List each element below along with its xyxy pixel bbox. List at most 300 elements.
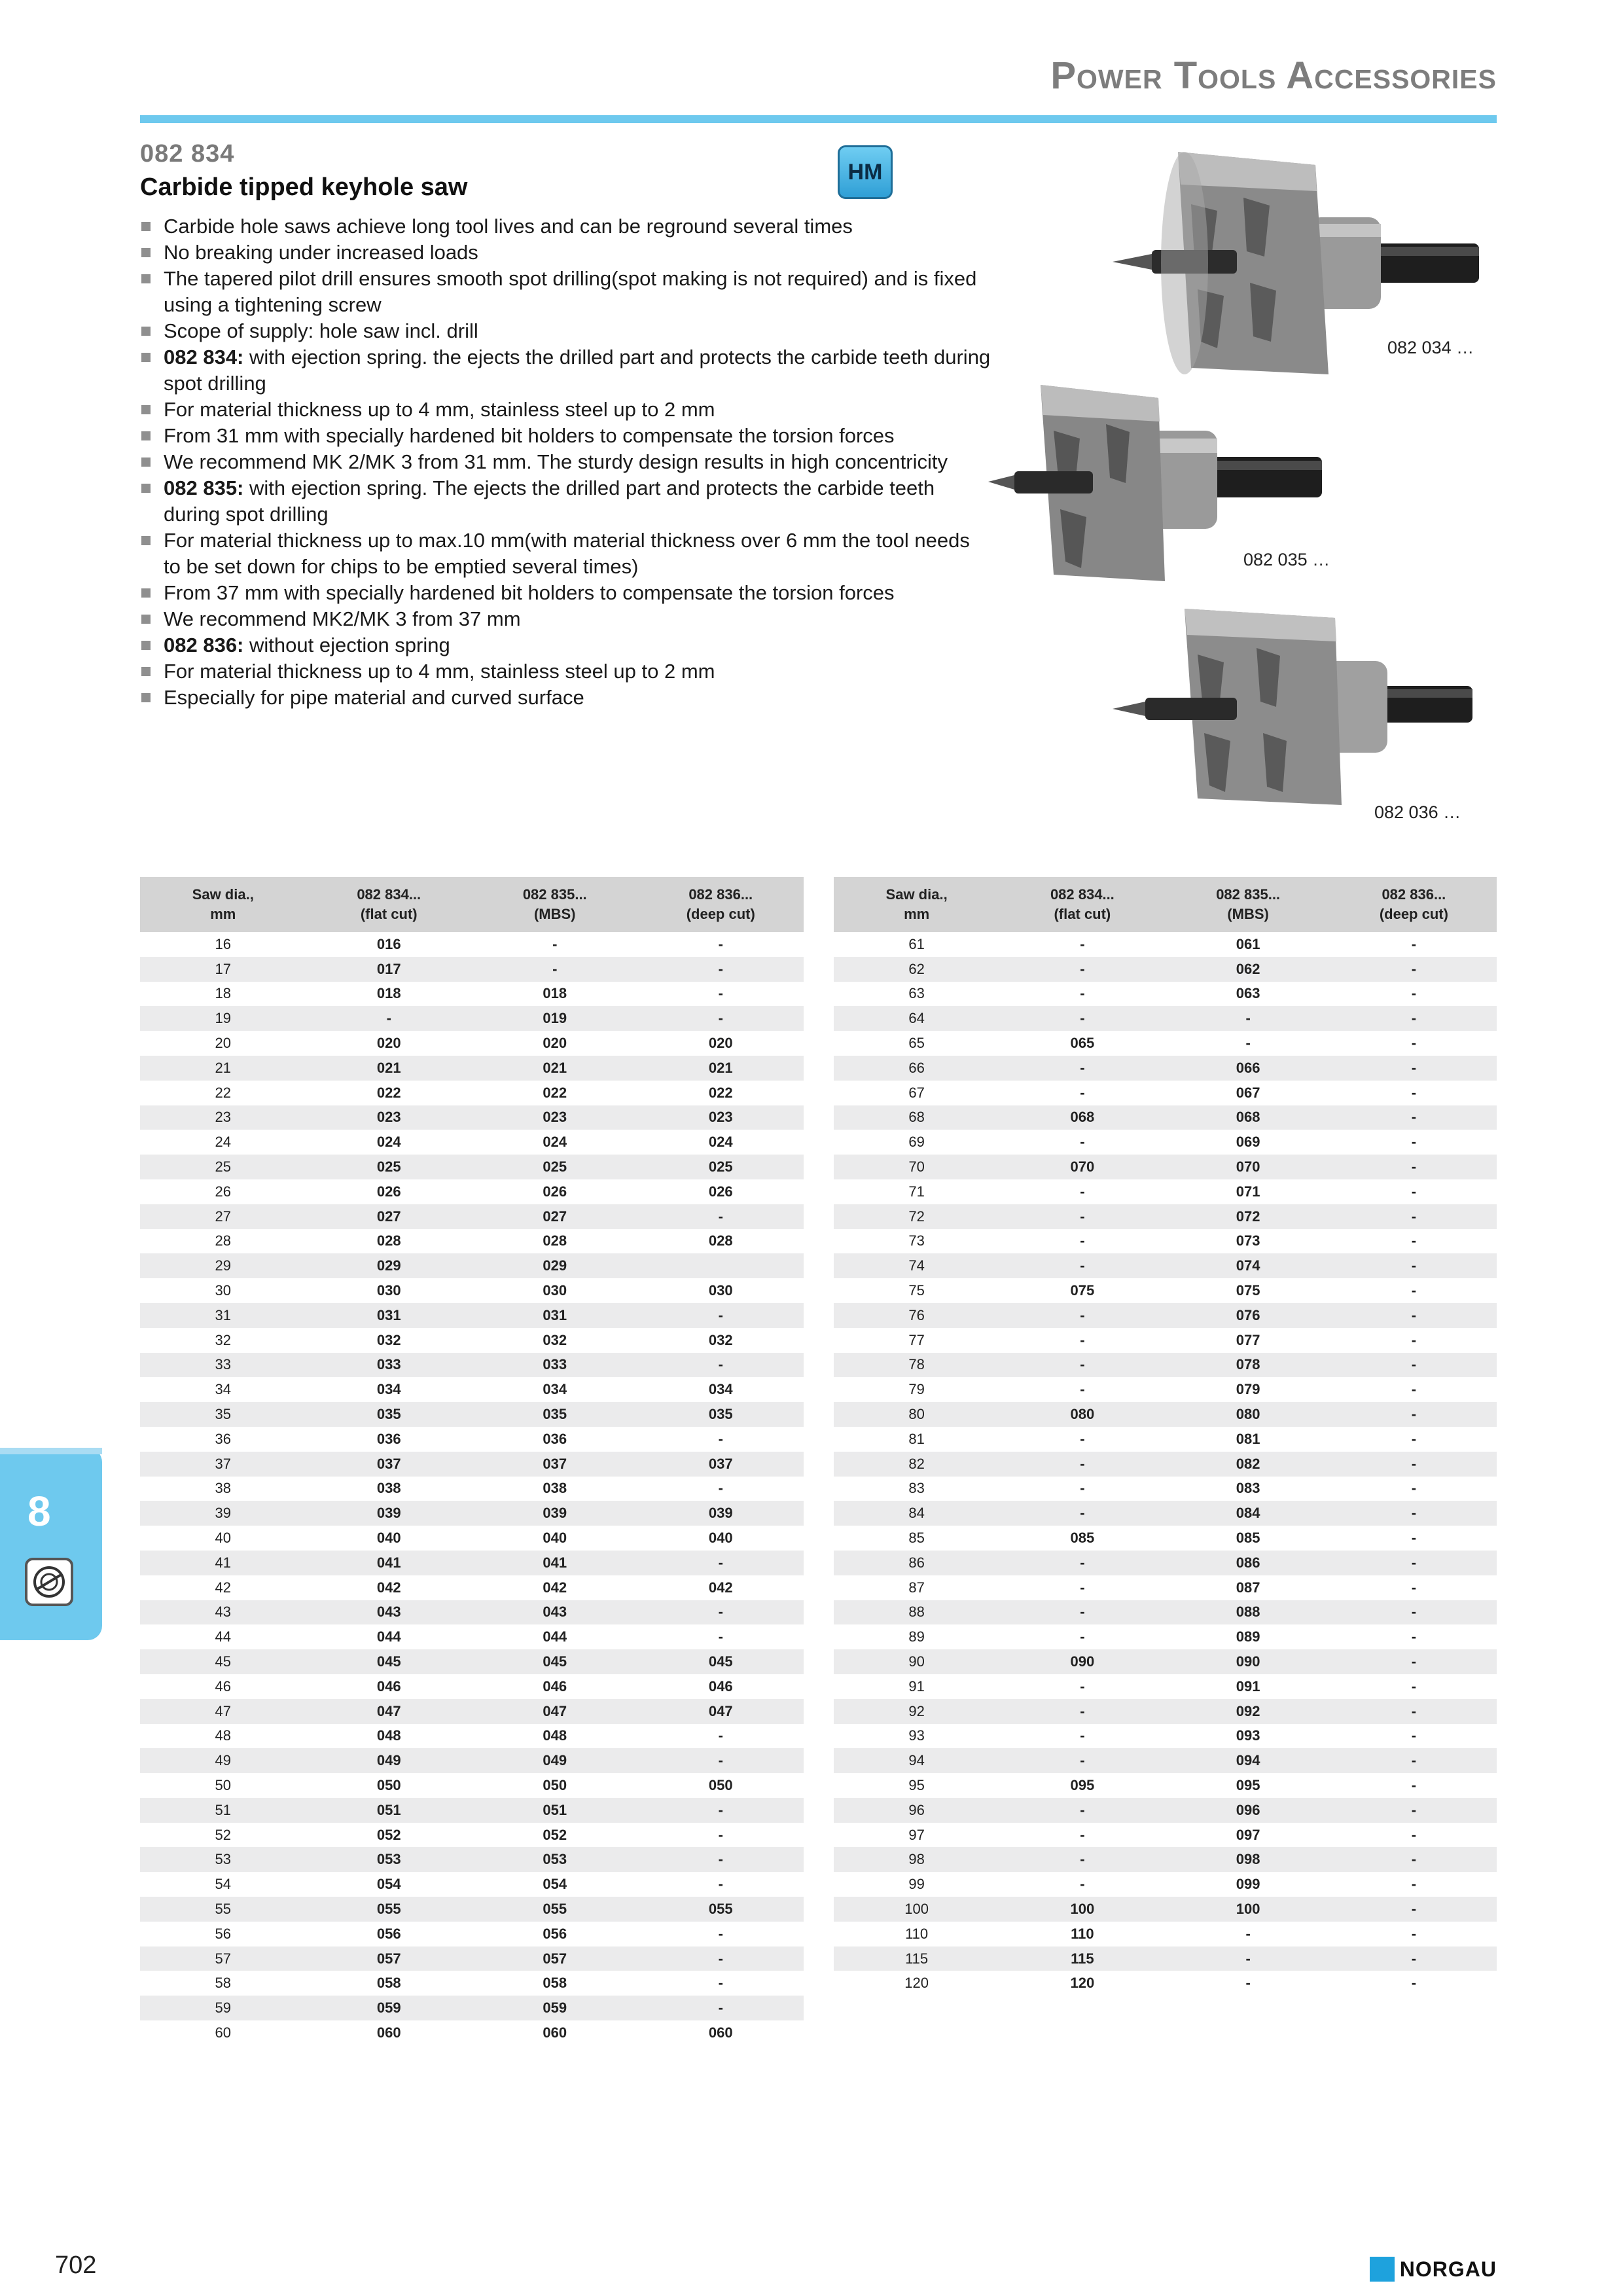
chapter-tab[interactable] <box>0 1448 102 1640</box>
saw-diameter-cell: 72 <box>834 1204 999 1229</box>
saw-diameter-cell: 52 <box>215 1826 231 1843</box>
saw-diameter-cell: 50 <box>215 1776 231 1793</box>
article-number-cell: 073 <box>1236 1232 1260 1249</box>
article-number-cell: - <box>1080 1084 1085 1101</box>
table-row <box>140 1130 804 1155</box>
table-row <box>834 1971 1497 1996</box>
table-header-row <box>140 877 804 932</box>
table-row <box>834 1155 1497 1179</box>
article-number-cell: - <box>718 935 723 952</box>
article-number-cell: 053 <box>472 1847 638 1872</box>
article-number-cell: 025 <box>472 1155 638 1179</box>
feature-list <box>140 213 991 711</box>
article-number-cell: 057 <box>306 1946 473 1971</box>
article-number-cell: 055 <box>472 1897 638 1922</box>
saw-diameter-cell: 25 <box>140 1155 306 1179</box>
article-number-cell: 055 <box>306 1897 473 1922</box>
article-number-cell: 021 <box>306 1056 473 1081</box>
table-row <box>140 1105 804 1130</box>
article-number-cell: 032 <box>543 1331 567 1348</box>
saw-diameter-cell: 22 <box>215 1084 231 1101</box>
feature-code: 082 836: <box>164 634 244 656</box>
table-row <box>834 1303 1497 1328</box>
article-number-cell: - <box>1331 1006 1497 1031</box>
saw-diameter-cell: 36 <box>215 1430 231 1447</box>
article-number-cell: - <box>638 1946 804 1971</box>
article-number-cell: - <box>999 1353 1165 1378</box>
table-row <box>834 1724 1497 1749</box>
feature-item <box>140 344 991 397</box>
bullet-icon <box>141 327 151 336</box>
saw-diameter-cell: 37 <box>140 1452 306 1477</box>
table-row <box>834 1229 1497 1254</box>
saw-diameter-cell: 88 <box>834 1600 999 1625</box>
article-number-cell: 091 <box>1236 1677 1260 1695</box>
table-row <box>834 1081 1497 1105</box>
saw-diameter-cell: 98 <box>834 1847 999 1872</box>
article-number-cell: 074 <box>1166 1253 1331 1278</box>
article-number-cell: - <box>718 1430 723 1447</box>
article-number-cell: 022 <box>708 1084 733 1101</box>
article-number-cell: 041 <box>472 1551 638 1575</box>
table-row <box>834 1452 1497 1477</box>
table-row <box>834 1179 1497 1204</box>
article-number-cell: - <box>306 1006 473 1031</box>
article-number-cell: 047 <box>638 1699 804 1724</box>
article-number-cell: - <box>999 1847 1165 1872</box>
article-number-cell: - <box>1331 1847 1497 1872</box>
table-row <box>140 1056 804 1081</box>
article-number-cell: - <box>1411 1381 1417 1398</box>
table-row <box>834 1897 1497 1922</box>
table-row <box>834 1353 1497 1378</box>
article-number-cell: 027 <box>472 1204 638 1229</box>
bullet-icon <box>141 457 151 467</box>
article-number-cell: 031 <box>306 1303 473 1328</box>
article-number-cell: 041 <box>306 1551 473 1575</box>
saw-diameter-cell: 32 <box>215 1331 231 1348</box>
article-number-cell: - <box>1080 1480 1085 1497</box>
article-number-cell: 025 <box>638 1155 804 1179</box>
article-number-cell: - <box>1331 1402 1497 1427</box>
article-number-cell: - <box>552 935 558 952</box>
saw-diameter-cell: 68 <box>834 1105 999 1130</box>
article-number-cell: - <box>1411 1628 1417 1645</box>
article-number-cell: 045 <box>638 1649 804 1674</box>
article-number-cell: 055 <box>638 1897 804 1922</box>
article-number-cell: 062 <box>1166 957 1331 982</box>
article-number-cell: 042 <box>708 1579 733 1596</box>
table-row <box>140 1402 804 1427</box>
saw-diameter-cell: 29 <box>140 1253 306 1278</box>
article-number-cell: 078 <box>1166 1353 1331 1378</box>
article-number-cell: 047 <box>306 1699 473 1724</box>
saw-diameter-cell: 47 <box>140 1699 306 1724</box>
table-row <box>834 1402 1497 1427</box>
article-number-cell: 039 <box>638 1501 804 1526</box>
table-row <box>834 982 1497 1007</box>
feature-text: We recommend MK 2/MK 3 from 31 mm. The sturdy design results in high concentricity <box>164 450 948 473</box>
bullet-icon <box>141 248 151 257</box>
article-number-cell: 054 <box>376 1876 401 1893</box>
article-number-cell: 080 <box>999 1402 1165 1427</box>
feature-text: No breaking under increased loads <box>164 241 478 264</box>
feature-item <box>140 658 991 685</box>
table-body-right <box>834 932 1497 1996</box>
article-number-cell: - <box>718 1876 723 1893</box>
saw-diameter-cell: 35 <box>140 1402 306 1427</box>
table-row <box>834 1278 1497 1303</box>
article-number-cell: 030 <box>708 1282 733 1299</box>
article-number-cell: 036 <box>543 1430 567 1447</box>
article-number-cell: - <box>718 1727 723 1744</box>
article-number-cell: 024 <box>543 1134 567 1151</box>
table-row <box>140 1377 804 1402</box>
article-number-cell: 057 <box>472 1946 638 1971</box>
saw-diameter-cell: 69 <box>908 1134 925 1151</box>
table-row <box>140 1922 804 1946</box>
saw-diameter-cell: 17 <box>140 957 306 982</box>
article-number-cell: 067 <box>1236 1084 1260 1101</box>
article-number-cell: - <box>999 1006 1165 1031</box>
saw-diameter-cell: 16 <box>215 935 231 952</box>
table-row <box>140 1971 804 1996</box>
table-row <box>140 1946 804 1971</box>
saw-diameter-cell: 71 <box>908 1183 925 1200</box>
feature-text: From 37 mm with specially hardened bit holders to compensate the torsion forces <box>164 581 895 604</box>
article-number-cell: - <box>999 1600 1165 1625</box>
article-number-cell: 081 <box>1236 1430 1260 1447</box>
table-row <box>140 1278 804 1303</box>
article-number-cell: - <box>1411 1480 1417 1497</box>
table-row <box>140 1427 804 1452</box>
article-number-cell: - <box>472 957 638 982</box>
article-number-cell: 094 <box>1166 1748 1331 1773</box>
article-number-cell: - <box>638 1303 804 1328</box>
table-row <box>140 2020 804 2045</box>
article-number-cell: 092 <box>1166 1699 1331 1724</box>
article-number-cell: 037 <box>306 1452 473 1477</box>
table-row <box>140 932 804 957</box>
article-number-cell: 046 <box>543 1677 567 1695</box>
image-caption-082-035: 082 035 … <box>1243 550 1330 569</box>
article-number-cell: 085 <box>1236 1530 1260 1547</box>
article-number-cell: - <box>1331 1748 1497 1773</box>
article-number-cell: 035 <box>472 1402 638 1427</box>
article-number-cell: 048 <box>543 1727 567 1744</box>
feature-text: Especially for pipe material and curved surface <box>164 686 584 709</box>
article-number-cell: - <box>638 1006 804 1031</box>
table-row <box>834 1624 1497 1649</box>
table-row <box>140 1204 804 1229</box>
table-row <box>834 1501 1497 1526</box>
article-number-cell: 026 <box>708 1183 733 1200</box>
saw-diameter-cell: 48 <box>215 1727 231 1744</box>
article-number-cell: 017 <box>306 957 473 982</box>
feature-text: with ejection spring. the ejects the drilled part and protects the carbide teeth during spot drilling <box>164 346 991 395</box>
article-number-cell: - <box>1411 1282 1417 1299</box>
article-number-cell: 028 <box>543 1232 567 1249</box>
article-number-cell: - <box>638 1600 804 1625</box>
table-row <box>140 1575 804 1600</box>
saw-diameter-cell: 78 <box>834 1353 999 1378</box>
article-number-cell: 032 <box>376 1331 401 1348</box>
saw-diameter-cell: 53 <box>140 1847 306 1872</box>
bullet-icon <box>141 536 151 545</box>
article-number-cell: 034 <box>543 1381 567 1398</box>
saw-diameter-cell: 61 <box>908 935 925 952</box>
article-number-cell: - <box>1080 1232 1085 1249</box>
article-number-cell: 050 <box>543 1776 567 1793</box>
article-number-cell: 083 <box>1236 1480 1260 1497</box>
article-number-cell: - <box>1411 1579 1417 1596</box>
saw-diameter-cell: 19 <box>140 1006 306 1031</box>
article-number-cell: - <box>1331 1056 1497 1081</box>
article-number-cell: 049 <box>306 1748 473 1773</box>
bullet-icon <box>141 484 151 493</box>
article-number-cell: 071 <box>1236 1183 1260 1200</box>
article-number-cell: 032 <box>708 1331 733 1348</box>
table-row <box>140 1353 804 1378</box>
article-number-cell: - <box>1331 1303 1497 1328</box>
table-row <box>140 1649 804 1674</box>
article-number-cell: - <box>1331 1699 1497 1724</box>
saw-diameter-cell: 40 <box>215 1530 231 1547</box>
saw-diameter-cell: 42 <box>215 1579 231 1596</box>
article-number-cell: 110 <box>1071 1925 1094 1942</box>
article-number-cell: 035 <box>306 1402 473 1427</box>
article-number-cell: 051 <box>472 1798 638 1823</box>
saw-diameter-cell: 90 <box>834 1649 999 1674</box>
article-number-cell: 088 <box>1166 1600 1331 1625</box>
saw-table-left <box>140 877 804 2045</box>
saw-diameter-cell: 59 <box>140 1996 306 2020</box>
article-number-cell: 090 <box>999 1649 1165 1674</box>
article-number-cell: - <box>1080 1430 1085 1447</box>
article-number-cell: - <box>999 1204 1165 1229</box>
article-number-cell: - <box>1080 1183 1085 1200</box>
saw-diameter-cell: 84 <box>834 1501 999 1526</box>
article-number-cell: - <box>1080 1381 1085 1398</box>
brand-square-icon <box>1370 2257 1395 2282</box>
article-number-cell: 039 <box>306 1501 473 1526</box>
article-number-cell: 058 <box>543 1975 567 1992</box>
table-row <box>834 1477 1497 1501</box>
article-number-cell: 084 <box>1166 1501 1331 1526</box>
article-number-cell: 079 <box>1236 1381 1260 1398</box>
article-number-cell: 040 <box>376 1530 401 1547</box>
article-number-cell: 075 <box>1070 1282 1095 1299</box>
saw-diameter-cell: 67 <box>908 1084 925 1101</box>
article-number-cell: 043 <box>306 1600 473 1625</box>
saw-diameter-cell: 110 <box>905 1925 929 1942</box>
table-row <box>140 982 804 1007</box>
article-number-cell: 040 <box>543 1530 567 1547</box>
saw-diameter-cell: 66 <box>834 1056 999 1081</box>
article-number-cell: 045 <box>306 1649 473 1674</box>
article-number-cell: 120 <box>1070 1975 1095 1992</box>
header-082-834: 082 834... (flat cut) <box>999 877 1165 932</box>
article-number-cell: - <box>718 1480 723 1497</box>
feature-text: For material thickness up to 4 mm, stainless steel up to 2 mm <box>164 660 715 683</box>
table-row <box>140 1674 804 1699</box>
article-number-cell: - <box>1331 1600 1497 1625</box>
saw-diameter-cell: 20 <box>215 1035 231 1052</box>
feature-item <box>140 266 991 318</box>
article-number-cell: - <box>999 1452 1165 1477</box>
article-number-cell: 024 <box>708 1134 733 1151</box>
article-number-cell: 089 <box>1236 1628 1260 1645</box>
saw-diameter-cell: 79 <box>908 1381 925 1398</box>
table-body-left <box>140 932 804 2045</box>
table-row <box>140 1179 804 1204</box>
table-row <box>834 1551 1497 1575</box>
article-number-cell: - <box>1245 1035 1251 1052</box>
article-number-cell: 063 <box>1236 985 1260 1002</box>
feature-item <box>140 580 991 606</box>
article-number-cell: 059 <box>472 1996 638 2020</box>
saw-diameter-cell: 26 <box>215 1183 231 1200</box>
article-number-cell: 086 <box>1166 1551 1331 1575</box>
article-number-cell: 054 <box>543 1876 567 1893</box>
saw-diameter-cell: 86 <box>834 1551 999 1575</box>
article-number-cell: 042 <box>376 1579 401 1596</box>
table-row <box>140 1699 804 1724</box>
article-number-cell: - <box>718 1826 723 1843</box>
saw-diameter-cell: 95 <box>908 1776 925 1793</box>
table-row <box>834 1006 1497 1031</box>
article-number-cell: 090 <box>1166 1649 1331 1674</box>
article-number-cell: 031 <box>472 1303 638 1328</box>
saw-diameter-cell: 83 <box>908 1480 925 1497</box>
article-number-cell: 026 <box>376 1183 401 1200</box>
feature-text: For material thickness up to 4 mm, stainless steel up to 2 mm <box>164 398 715 421</box>
article-number-cell: - <box>718 985 723 1002</box>
table-row <box>834 1130 1497 1155</box>
table-row <box>140 1624 804 1649</box>
article-number-cell: - <box>1411 1331 1417 1348</box>
table-row <box>834 1823 1497 1848</box>
header-082-834: 082 834... (flat cut) <box>306 877 473 932</box>
article-number-cell: - <box>1245 1925 1251 1942</box>
article-number-cell: 056 <box>543 1925 567 1942</box>
saw-diameter-cell: 24 <box>215 1134 231 1151</box>
article-number-cell: - <box>1080 1579 1085 1596</box>
feature-text: From 31 mm with specially hardened bit holders to compensate the torsion forces <box>164 424 895 447</box>
article-number-cell: - <box>1080 985 1085 1002</box>
article-number-cell: - <box>1331 1897 1497 1922</box>
article-number-cell: - <box>1166 1946 1331 1971</box>
article-number-cell: - <box>718 1628 723 1645</box>
table-row <box>834 1427 1497 1452</box>
article-number-cell: 019 <box>472 1006 638 1031</box>
saw-diameter-cell: 60 <box>215 2024 231 2041</box>
table-row <box>834 1575 1497 1600</box>
article-number-cell: 093 <box>1236 1727 1260 1744</box>
feature-text: The tapered pilot drill ensures smooth spot drilling(spot making is not required) and is fixed using a tightening screw <box>164 267 977 316</box>
article-number-cell: 022 <box>543 1084 567 1101</box>
saw-diameter-cell: 85 <box>908 1530 925 1547</box>
article-number-cell: 075 <box>1236 1282 1260 1299</box>
feature-item <box>140 475 991 528</box>
saw-diameter-cell: 97 <box>908 1826 925 1843</box>
article-number-cell: 030 <box>376 1282 401 1299</box>
article-number-cell: - <box>1411 1183 1417 1200</box>
article-number-cell: - <box>1331 1501 1497 1526</box>
article-number-cell: - <box>1331 1105 1497 1130</box>
article-number-cell: 034 <box>376 1381 401 1398</box>
table-row <box>140 1452 804 1477</box>
table-row <box>140 1897 804 1922</box>
article-number-cell: 016 <box>376 935 401 952</box>
article-number-cell: 033 <box>472 1353 638 1378</box>
table-row <box>834 1699 1497 1724</box>
table-row <box>140 1996 804 2020</box>
saw-diameter-cell: 80 <box>834 1402 999 1427</box>
article-number-cell: 036 <box>376 1430 401 1447</box>
article-number-cell: 023 <box>306 1105 473 1130</box>
saw-diameter-cell: 38 <box>215 1480 231 1497</box>
saw-diameter-cell: 94 <box>834 1748 999 1773</box>
table-row <box>834 1649 1497 1674</box>
article-number-cell: 048 <box>376 1727 401 1744</box>
table-row <box>140 1006 804 1031</box>
saw-diameter-cell: 96 <box>834 1798 999 1823</box>
article-number-cell: - <box>1411 1975 1417 1992</box>
article-number-cell: 068 <box>1166 1105 1331 1130</box>
article-number-cell: - <box>1411 1876 1417 1893</box>
saw-diameter-cell: 58 <box>215 1975 231 1992</box>
image-caption-082-034: 082 034 … <box>1387 338 1474 357</box>
article-number-cell: 023 <box>472 1105 638 1130</box>
article-number-cell: 100 <box>1166 1897 1331 1922</box>
article-number-cell: 049 <box>472 1748 638 1773</box>
table-row <box>834 1600 1497 1625</box>
bullet-icon <box>141 588 151 598</box>
article-number-cell: 038 <box>543 1480 567 1497</box>
article-number-cell: 028 <box>708 1232 733 1249</box>
saw-diameter-cell: 77 <box>908 1331 925 1348</box>
article-number-cell: 024 <box>376 1134 401 1151</box>
article-number-cell: 096 <box>1166 1798 1331 1823</box>
table-row <box>834 1526 1497 1551</box>
article-number-cell: 056 <box>376 1925 401 1942</box>
table-row <box>140 1303 804 1328</box>
header-082-835: 082 835... (MBS) <box>472 877 638 932</box>
article-number-cell: 038 <box>376 1480 401 1497</box>
article-number-cell: 061 <box>1236 935 1260 952</box>
saw-diameter-cell: 82 <box>834 1452 999 1477</box>
article-number-cell: - <box>1080 935 1085 952</box>
article-number-cell: 070 <box>1166 1155 1331 1179</box>
table-row <box>140 1798 804 1823</box>
article-number-cell: 023 <box>638 1105 804 1130</box>
article-number-cell: - <box>999 1748 1165 1773</box>
table-row <box>834 1253 1497 1278</box>
feature-item <box>140 423 991 449</box>
article-number-cell: 029 <box>472 1253 638 1278</box>
feature-item <box>140 397 991 423</box>
article-number-cell: 034 <box>708 1381 733 1398</box>
saw-diameter-cell: 93 <box>908 1727 925 1744</box>
table-row <box>140 1229 804 1254</box>
article-number-cell: - <box>1411 1134 1417 1151</box>
article-number-cell: - <box>1080 1727 1085 1744</box>
article-number-cell: 039 <box>472 1501 638 1526</box>
feature-text: with ejection spring. The ejects the drilled part and protects the carbide teeth during spot drilling <box>164 476 935 526</box>
table-row <box>834 1922 1497 1946</box>
bullet-icon <box>141 222 151 231</box>
